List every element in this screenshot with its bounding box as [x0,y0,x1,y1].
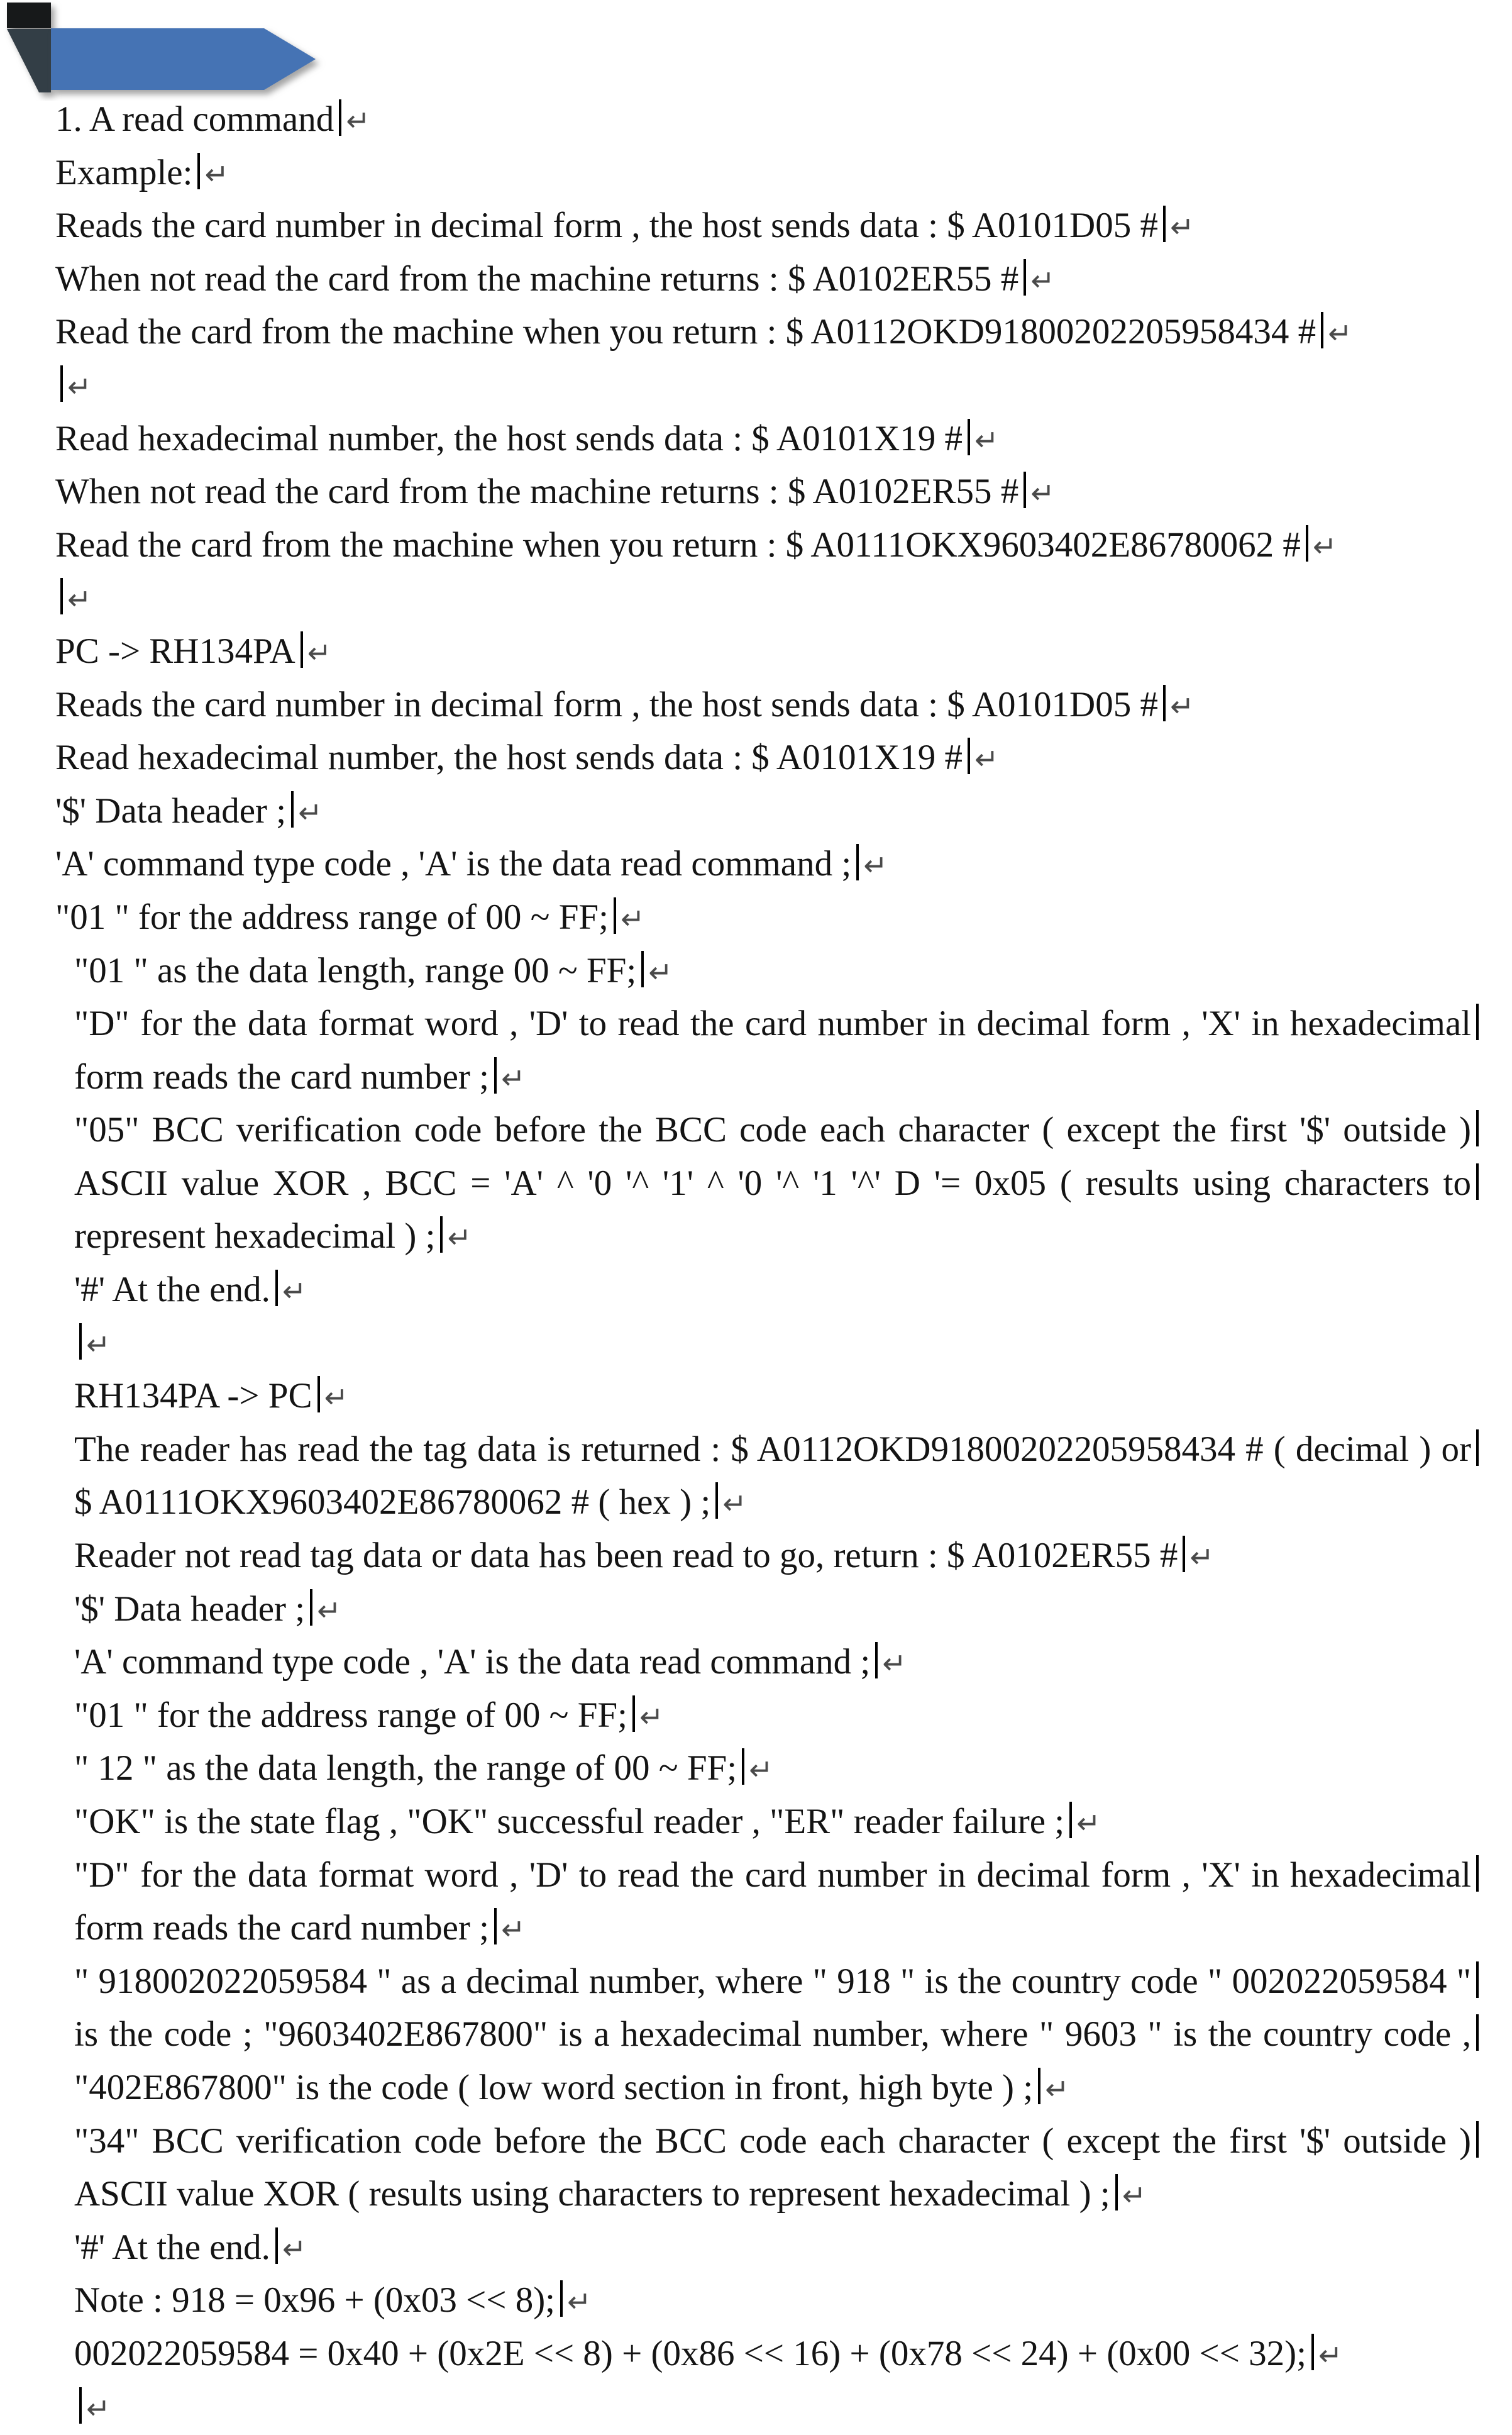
text-line[interactable] [55,199,1471,253]
text-line[interactable] [74,1636,1471,1689]
paragraph-mark-icon: ↵ [1030,263,1055,297]
line-text: Reader not read tag data or data has been read to go, return : $ A0102ER55 # [74,1536,1178,1576]
text-line[interactable] [74,1263,1471,1317]
line-text: Read the card from the machine when you return : $ A0112OKD91800202205958434 # [55,312,1316,352]
line-text: '#' At the end. [74,1270,270,1310]
paragraph-mark-icon: ↵ [67,369,92,404]
text-line[interactable] [55,519,1471,572]
text-cursor [317,1376,320,1412]
text-cursor [494,1057,497,1094]
banner-wedge [7,29,51,92]
text-cursor [1476,1110,1479,1146]
paragraph-mark-icon: ↵ [500,1061,526,1095]
text-line[interactable] [74,1795,1471,1849]
text-cursor [197,153,200,189]
text-line[interactable] [74,1902,1471,1955]
line-text: Reads the card number in decimal form , the host sends data : $ A0101D05 # [55,206,1158,246]
line-text: 'A' command type code , 'A' is the data read command ; [74,1642,871,1682]
text-line[interactable] [74,1051,1471,1104]
text-cursor [275,2227,278,2264]
text-cursor [301,631,303,668]
text-cursor [1163,206,1166,242]
text-cursor [856,844,859,880]
text-line[interactable] [74,1955,1471,2009]
paragraph-mark-icon: ↵ [324,1380,349,1415]
text-cursor [614,897,616,934]
text-line[interactable] [74,1370,1471,1423]
paragraph-mark-icon: ↵ [620,901,645,936]
line-text: " 918002022059584 " as a decimal number, where " 918 " is the country code " 002022059584 " [74,1961,1471,2001]
line-text: represent hexadecimal ) ; [74,1216,436,1256]
paragraph-mark-icon: ↵ [298,795,323,829]
text-line[interactable] [55,838,1471,891]
text-line[interactable] [74,1317,1471,1370]
line-text: form reads the card number ; [74,1057,489,1097]
text-line[interactable] [74,1689,1471,1743]
paragraph-mark-icon: ↵ [346,104,370,138]
text-cursor [1476,1961,1479,1998]
text-cursor [1038,2068,1040,2104]
text-cursor [1476,1429,1479,1466]
text-cursor [1306,525,1308,562]
text-cursor [968,419,970,455]
text-cursor [79,2387,82,2424]
paragraph-mark-icon: ↵ [1169,210,1195,245]
text-line[interactable] [74,2327,1471,2381]
text-line[interactable] [55,625,1471,679]
text-line[interactable] [74,2274,1471,2327]
line-text: '$' Data header ; [74,1589,306,1629]
text-line[interactable] [74,2381,1471,2434]
text-line[interactable] [55,731,1471,785]
line-text: "01 " for the address range of 00 ~ FF; [55,897,609,937]
paragraph-mark-icon: ↵ [749,1753,773,1787]
line-text: '#' At the end. [74,2227,270,2267]
paragraph-mark-icon: ↵ [863,848,888,883]
line-text: ASCII value XOR ( results using characters to represent hexadecimal ) ; [74,2174,1110,2214]
paragraph-mark-icon: ↵ [974,423,999,457]
line-text: is the code ; "9603402E867800" is a hexadecimal number, where " 9603 " is the country code , [74,2014,1471,2055]
paragraph-mark-icon: ↵ [1122,2178,1147,2213]
line-text: "01 " for the address range of 00 ~ FF; [74,1695,627,1735]
paragraph-mark-icon: ↵ [307,635,332,670]
text-cursor [968,738,970,774]
line-text: '$' Data header ; [55,790,287,831]
paragraph-mark-icon: ↵ [1328,316,1352,351]
text-cursor [1069,1802,1072,1838]
paragraph-mark-icon: ↵ [1318,2338,1343,2372]
text-cursor [1163,685,1166,721]
banner-black-square [7,3,51,28]
paragraph-mark-icon: ↵ [67,582,92,617]
paragraph-mark-icon: ↵ [1312,529,1337,563]
text-line[interactable] [55,891,1471,945]
text-line[interactable] [74,2061,1471,2115]
line-text: "D" for the data format word , 'D' to read the card number in decimal form , 'X' in hexadecimal [74,1855,1471,1895]
line-text: The reader has read the tag data is returned : $ A0112OKD91800202205958434 # ( decimal ) or [74,1429,1471,1469]
text-line[interactable] [55,306,1471,359]
text-cursor [1115,2174,1118,2210]
text-line[interactable] [74,2221,1471,2275]
text-line[interactable] [74,2008,1471,2061]
text-cursor [494,1908,497,1944]
text-cursor [1476,1855,1479,1892]
line-text: 1. A read command [55,99,334,139]
text-line[interactable] [74,1849,1471,1902]
line-text: Example: [55,152,193,192]
paragraph-mark-icon: ↵ [639,1699,664,1734]
line-text: PC -> RH134PA [55,631,295,671]
text-cursor [1476,2014,1479,2051]
line-text: "D" for the data format word , 'D' to read the card number in decimal form , 'X' in hexadecimal [74,1004,1471,1044]
paragraph-mark-icon: ↵ [1030,476,1055,511]
line-text: $ A0111OKX9603402E86780062 # ( hex ) ; [74,1482,711,1523]
text-line[interactable] [74,1423,1471,1477]
text-cursor [875,1642,878,1678]
text-line[interactable] [55,359,1471,413]
text-line[interactable] [55,679,1471,732]
line-text: 'A' command type code , 'A' is the data read command ; [55,844,852,884]
paragraph-mark-icon: ↵ [722,1487,747,1521]
paragraph-mark-icon: ↵ [567,2285,592,2319]
text-line[interactable] [55,147,1471,200]
line-text: " 12 " as the data length, the range of 00 ~ FF; [74,1748,737,1789]
text-cursor [275,1270,278,1306]
text-cursor [715,1482,718,1519]
line-text: Read the card from the machine when you return : $ A0111OKX9603402E86780062 # [55,524,1301,565]
text-cursor [440,1216,443,1253]
line-text: form reads the card number ; [74,1908,489,1948]
paragraph-mark-icon: ↵ [1045,2072,1069,2106]
line-text: Note : 918 = 0x96 + (0x03 << 8); [74,2280,556,2321]
text-line[interactable] [55,572,1471,625]
paragraph-mark-icon: ↵ [974,742,999,777]
line-text: "34" BCC verification code before the BCC code each character ( except the first '$' outside ) [74,2121,1471,2161]
paragraph-mark-icon: ↵ [282,2231,307,2266]
paragraph-mark-icon: ↵ [648,955,673,989]
line-text: Read hexadecimal number, the host sends data : $ A0101X19 # [55,738,963,778]
text-line[interactable] [74,1157,1471,1211]
banner-arrow [51,28,316,90]
line-text: "OK" is the state flag , "OK" successful reader , "ER" reader failure ; [74,1802,1065,1841]
text-cursor [291,791,294,828]
decorative-banner [0,0,352,101]
text-cursor [1024,259,1026,296]
paragraph-mark-icon: ↵ [204,157,229,191]
text-line[interactable] [55,785,1471,838]
paragraph-mark-icon: ↵ [447,1221,472,1255]
text-line[interactable] [55,253,1471,306]
text-cursor [339,99,341,136]
text-cursor [742,1748,744,1785]
text-line[interactable] [74,945,1471,998]
text-line[interactable] [74,997,1471,1051]
line-text: When not read the card from the machine returns : $ A0102ER55 # [55,472,1019,512]
line-text: Reads the card number in decimal form , the host sends data : $ A0101D05 # [55,684,1158,724]
text-cursor [1024,472,1026,508]
paragraph-mark-icon: ↵ [86,1327,111,1362]
text-line[interactable] [74,2168,1471,2221]
paragraph-mark-icon: ↵ [1076,1806,1101,1840]
text-line[interactable] [74,1476,1471,1529]
paragraph-mark-icon: ↵ [882,1646,907,1681]
line-text: Read hexadecimal number, the host sends data : $ A0101X19 # [55,418,963,458]
text-cursor [1311,2334,1314,2370]
text-cursor [60,578,63,614]
text-cursor [1321,312,1323,348]
paragraph-mark-icon: ↵ [1169,689,1195,723]
line-text: 002022059584 = 0x40 + (0x2E << 8) + (0x86 << 16) + (0x78 << 24) + (0x00 << 32); [74,2333,1306,2373]
text-line[interactable] [55,465,1471,519]
text-cursor [310,1589,312,1626]
text-line[interactable] [74,1529,1471,1583]
line-text: "05" BCC verification code before the BCC code each character ( except the first '$' outside ) [74,1110,1471,1150]
text-cursor [560,2280,563,2317]
paragraph-mark-icon: ↵ [86,2391,111,2426]
text-cursor [1476,1163,1479,1200]
text-cursor [632,1695,635,1732]
text-line[interactable] [55,413,1471,466]
text-cursor [641,951,644,987]
text-cursor [1476,2121,1479,2158]
paragraph-mark-icon: ↵ [282,1274,307,1309]
text-cursor [79,1323,82,1360]
line-text: When not read the card from the machine returns : $ A0102ER55 # [55,258,1019,299]
line-text: "01 " as the data length, range 00 ~ FF; [74,950,637,990]
text-cursor [60,365,63,402]
line-text: "402E867800" is the code ( low word section in front, high byte ) ; [74,2067,1034,2107]
text-line[interactable] [55,93,1471,147]
paragraph-mark-icon: ↵ [317,1593,341,1628]
paragraph-mark-icon: ↵ [500,1912,526,1947]
line-text: ASCII value XOR , BCC = 'A' ^ '0 '^ '1' ^ '0 '^ '1 '^' D '= 0x05 ( results using characters to [74,1163,1471,1203]
text-line[interactable] [74,1583,1471,1636]
line-text: RH134PA -> PC [74,1376,312,1416]
text-cursor [1476,1004,1479,1040]
text-line[interactable] [74,1104,1471,1157]
text-line[interactable] [74,1742,1471,1795]
document-text-area[interactable] [55,93,1471,2434]
text-cursor [1183,1536,1185,1572]
text-line[interactable] [74,2115,1471,2168]
text-line[interactable] [74,1210,1471,1263]
paragraph-mark-icon: ↵ [1189,1540,1214,1575]
